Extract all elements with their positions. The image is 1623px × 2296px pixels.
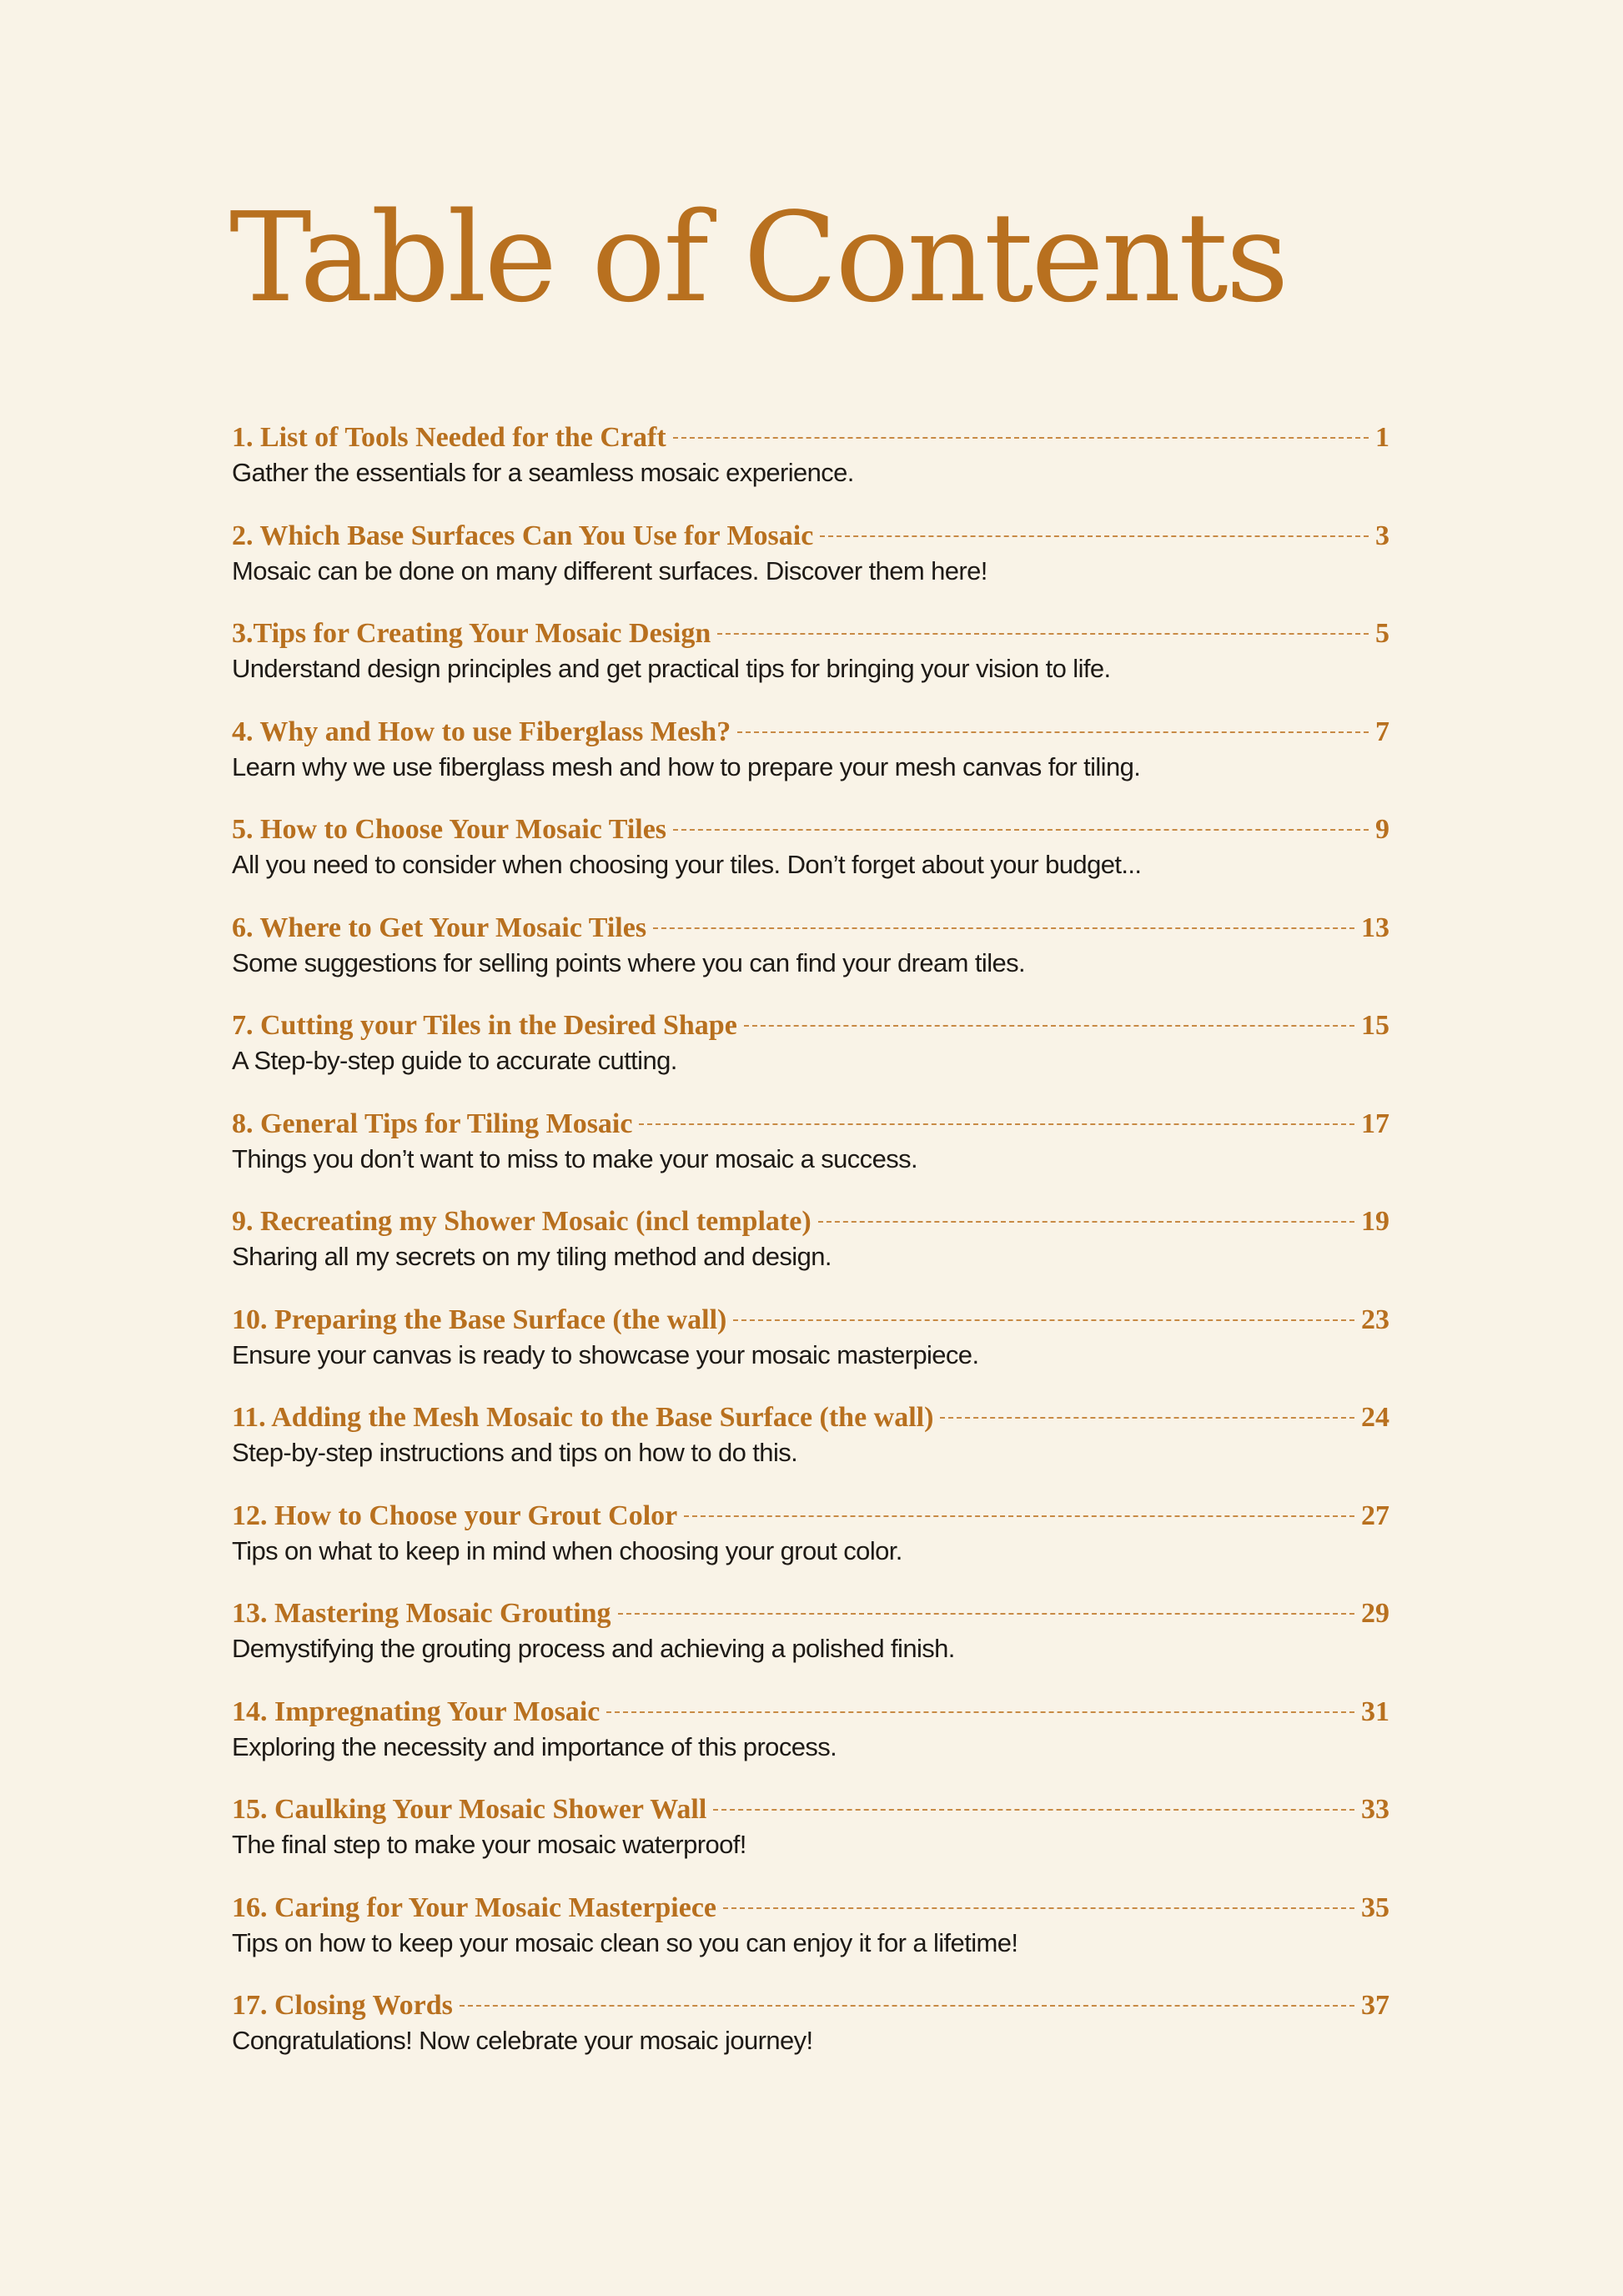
toc-entry-heading bbox=[232, 1206, 1389, 1241]
toc-page-number: 31 bbox=[1361, 1696, 1389, 1727]
toc-entry-heading bbox=[232, 716, 1389, 751]
toc-entry-title: 5. How to Choose Your Mosaic Tiles bbox=[232, 814, 667, 845]
toc-entry-description: Understand design principles and get practical tips for bringing your vision to life. bbox=[232, 654, 1111, 683]
toc-page-number: 35 bbox=[1361, 1892, 1389, 1923]
toc-entry-description: All you need to consider when choosing your tiles. Don’t forget about your budget... bbox=[232, 850, 1142, 879]
toc-entry-title: 6. Where to Get Your Mosaic Tiles bbox=[232, 912, 647, 943]
dot-leader bbox=[713, 1809, 1354, 1811]
toc-entry-heading bbox=[232, 1794, 1389, 1829]
dot-leader bbox=[820, 535, 1369, 537]
toc-entry-title: 10. Preparing the Base Surface (the wall) bbox=[232, 1304, 727, 1335]
toc-entry[interactable] bbox=[232, 1010, 1389, 1108]
toc-entry-heading bbox=[232, 618, 1389, 653]
toc-entry-heading bbox=[232, 1696, 1389, 1731]
toc-entry-description: Exploring the necessity and importance of this process. bbox=[232, 1731, 837, 1761]
toc-page-number: 3 bbox=[1375, 520, 1389, 551]
dot-leader bbox=[940, 1417, 1354, 1419]
toc-entry[interactable] bbox=[232, 1206, 1389, 1304]
toc-entry[interactable] bbox=[232, 1598, 1389, 1696]
dot-leader bbox=[818, 1221, 1354, 1223]
toc-entry-title: 14. Impregnating Your Mosaic bbox=[232, 1696, 600, 1727]
dot-leader bbox=[639, 1123, 1354, 1125]
toc-entry-heading bbox=[232, 1304, 1389, 1339]
toc-entry-title: 12. How to Choose your Grout Color bbox=[232, 1500, 678, 1531]
toc-page-number: 29 bbox=[1361, 1598, 1389, 1629]
toc-page-number: 24 bbox=[1361, 1402, 1389, 1433]
toc-entry-heading bbox=[232, 1990, 1389, 2025]
dot-leader bbox=[618, 1613, 1354, 1615]
toc-page-number: 5 bbox=[1375, 618, 1389, 649]
toc-entry-title: 13. Mastering Mosaic Grouting bbox=[232, 1598, 611, 1629]
toc-entry-heading bbox=[232, 1500, 1389, 1535]
toc-entry-description: Gather the essentials for a seamless mosaic experience. bbox=[232, 458, 854, 487]
toc-entry-heading bbox=[232, 520, 1389, 555]
toc-entry[interactable] bbox=[232, 618, 1389, 716]
toc-entry-title: 15. Caulking Your Mosaic Shower Wall bbox=[232, 1794, 707, 1825]
toc-entry-description: Sharing all my secrets on my tiling method and design. bbox=[232, 1242, 832, 1271]
toc-entry-description: Congratulations! Now celebrate your mosaic journey! bbox=[232, 2026, 813, 2055]
dot-leader bbox=[684, 1515, 1354, 1517]
toc-entry-description: Mosaic can be done on many different surfaces. Discover them here! bbox=[232, 555, 987, 585]
dot-leader bbox=[723, 1907, 1354, 1909]
dot-leader bbox=[717, 633, 1369, 635]
dot-leader bbox=[673, 437, 1369, 439]
toc-page-number: 15 bbox=[1361, 1010, 1389, 1041]
toc-page-number: 33 bbox=[1361, 1794, 1389, 1825]
toc-entry[interactable] bbox=[232, 1794, 1389, 1892]
toc-entry-title: 11. Adding the Mesh Mosaic to the Base Surface (the wall) bbox=[232, 1402, 934, 1433]
toc-page-number: 37 bbox=[1361, 1990, 1389, 2021]
dot-leader bbox=[673, 829, 1369, 831]
toc-entry[interactable] bbox=[232, 1990, 1389, 2088]
toc-entry[interactable] bbox=[232, 520, 1389, 619]
toc-page-number: 13 bbox=[1361, 912, 1389, 943]
toc-page-number: 7 bbox=[1375, 716, 1389, 747]
toc-entry-heading bbox=[232, 1892, 1389, 1927]
toc-entry[interactable] bbox=[232, 1892, 1389, 1991]
toc-page-number: 17 bbox=[1361, 1108, 1389, 1139]
toc-entry-description: Tips on how to keep your mosaic clean so you can enjoy it for a lifetime! bbox=[232, 1927, 1018, 1957]
page-title: Table of Contents bbox=[229, 186, 1287, 329]
toc-entry-title: 9. Recreating my Shower Mosaic (incl template) bbox=[232, 1206, 812, 1237]
toc-entry-description: Step-by-step instructions and tips on how to do this. bbox=[232, 1438, 798, 1467]
toc-entry-heading bbox=[232, 1010, 1389, 1045]
toc-entry-description: Tips on what to keep in mind when choosing your grout color. bbox=[232, 1535, 902, 1565]
toc-entry[interactable] bbox=[232, 814, 1389, 912]
toc-entry-description: Things you don’t want to miss to make your mosaic a success. bbox=[232, 1143, 918, 1173]
toc-entry-title: 3.Tips for Creating Your Mosaic Design bbox=[232, 618, 711, 649]
toc-entry-description: The final step to make your mosaic waterproof! bbox=[232, 1830, 746, 1859]
dot-leader bbox=[653, 927, 1354, 929]
toc-entry-description: Ensure your canvas is ready to showcase your mosaic masterpiece. bbox=[232, 1339, 979, 1369]
toc-entry[interactable] bbox=[232, 1500, 1389, 1599]
toc-entry-description: Demystifying the grouting process and achieving a polished finish. bbox=[232, 1634, 955, 1663]
toc-entry-heading bbox=[232, 1598, 1389, 1633]
toc-entry[interactable] bbox=[232, 1108, 1389, 1207]
dot-leader bbox=[733, 1319, 1354, 1321]
toc-page-number: 1 bbox=[1375, 422, 1389, 453]
toc-entry-description: Learn why we use fiberglass mesh and how to prepare your mesh canvas for tiling. bbox=[232, 751, 1141, 781]
toc-entry-title: 7. Cutting your Tiles in the Desired Shape bbox=[232, 1010, 737, 1041]
toc-list bbox=[232, 422, 1389, 2088]
toc-entry-heading bbox=[232, 912, 1389, 947]
toc-entry[interactable] bbox=[232, 912, 1389, 1011]
toc-entry-title: 1. List of Tools Needed for the Craft bbox=[232, 422, 666, 453]
toc-entry-title: 4. Why and How to use Fiberglass Mesh? bbox=[232, 716, 731, 747]
toc-entry-heading bbox=[232, 814, 1389, 849]
toc-entry-heading bbox=[232, 422, 1389, 457]
toc-entry-description: A Step-by-step guide to accurate cutting. bbox=[232, 1046, 677, 1075]
toc-entry-title: 16. Caring for Your Mosaic Masterpiece bbox=[232, 1892, 717, 1923]
toc-entry-description: Some suggestions for selling points where you can find your dream tiles. bbox=[232, 947, 1026, 977]
dot-leader bbox=[737, 731, 1369, 733]
toc-entry-title: 2. Which Base Surfaces Can You Use for Mosaic bbox=[232, 520, 814, 551]
toc-entry-heading bbox=[232, 1108, 1389, 1143]
toc-page-number: 19 bbox=[1361, 1206, 1389, 1237]
toc-entry[interactable] bbox=[232, 716, 1389, 815]
toc-entry-heading bbox=[232, 1402, 1389, 1437]
toc-page-number: 23 bbox=[1361, 1304, 1389, 1335]
toc-entry-title: 17. Closing Words bbox=[232, 1990, 453, 2021]
toc-entry[interactable] bbox=[232, 1304, 1389, 1403]
toc-page-number: 27 bbox=[1361, 1500, 1389, 1531]
toc-entry-title: 8. General Tips for Tiling Mosaic bbox=[232, 1108, 633, 1139]
toc-entry[interactable] bbox=[232, 422, 1389, 520]
toc-entry[interactable] bbox=[232, 1696, 1389, 1795]
toc-entry[interactable] bbox=[232, 1402, 1389, 1500]
dot-leader bbox=[460, 2005, 1354, 2007]
dot-leader bbox=[744, 1025, 1354, 1027]
dot-leader bbox=[606, 1711, 1354, 1713]
toc-page-number: 9 bbox=[1375, 814, 1389, 845]
